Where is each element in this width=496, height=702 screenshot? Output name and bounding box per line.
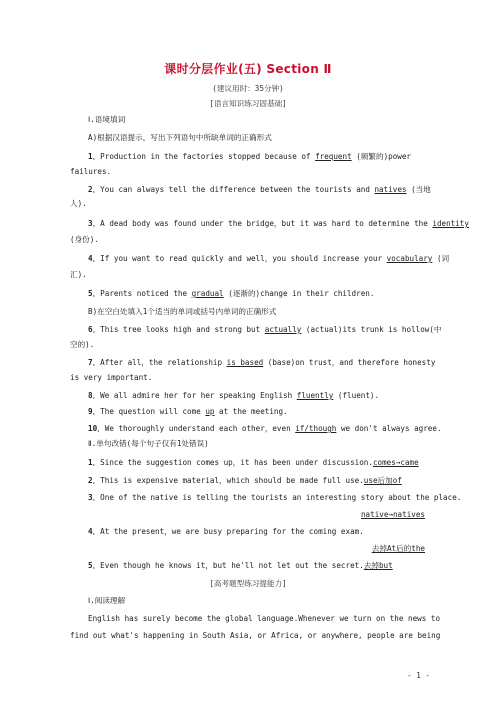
question-text: We thoroughly understand each other，even	[104, 424, 296, 433]
page-number: - 1 -	[407, 671, 430, 680]
question-text-after: (当地	[406, 185, 431, 194]
question-number: 8．	[88, 391, 101, 400]
question-text-after: (逐渐的)change in their children.	[223, 289, 375, 298]
correction-4-answer: 去掉At后的the	[371, 544, 425, 553]
question-10	[88, 424, 442, 434]
answer-text: fluently	[296, 391, 334, 400]
question-8	[88, 391, 379, 401]
answer-text: is based	[226, 358, 264, 367]
answer-text: actually	[264, 325, 302, 334]
question-text: Parents noticed the	[100, 289, 192, 298]
question-number: 6．	[88, 325, 101, 334]
correction-answer: use后加of	[363, 476, 402, 485]
correction-number: 4．	[88, 527, 101, 536]
correction-number: 5．	[88, 561, 101, 570]
question-text: If you want to read quickly and well，you should increase your	[100, 254, 387, 263]
answer-text: vocabulary	[386, 254, 433, 263]
question-number: 7．	[88, 358, 101, 367]
part3-heading: Ⅰ.阅读理解	[88, 596, 126, 605]
correction-number: 2．	[88, 476, 101, 485]
question-text: We all admire her for her speaking English	[100, 391, 297, 400]
correction-text: Since the suggestion comes up，it has been under discussion.	[100, 458, 373, 467]
question-3-continued: (身份).	[70, 235, 99, 244]
answer-text: up	[205, 407, 215, 416]
page-title: 课时分层作业(五) Section Ⅱ	[164, 62, 332, 76]
part2-heading: Ⅱ.单句改错(每个句子仅有1处错误)	[88, 439, 209, 448]
question-text-after: (频繁的)power	[351, 152, 411, 161]
question-text-after: (fluent).	[333, 391, 380, 400]
question-6	[88, 325, 442, 335]
question-text-after: (base)on trust，and therefore honesty	[263, 358, 436, 367]
correction-answer: comes→came	[372, 458, 419, 467]
question-1-continued: failures.	[70, 167, 112, 176]
question-2	[88, 185, 431, 195]
correction-text: Even though he knows it，but he'll not let out the secret.	[100, 561, 364, 570]
correction-answer: 去掉but	[363, 561, 393, 570]
correction-text: At the present，we are busy preparing for the coming exam.	[100, 527, 364, 536]
correction-number: 3．	[88, 493, 101, 502]
question-text: After all，the relationship	[100, 358, 227, 367]
time-note: (建议用时：35分钟)	[212, 84, 284, 93]
reading-line-2: find out what's happening in South Asia, or Africa, or anywhere, people are being	[70, 631, 441, 640]
question-5	[88, 289, 374, 299]
answer-text: frequent	[315, 152, 352, 161]
correction-3-answer: native→natives	[360, 510, 425, 519]
part1-b-instruction: B)在空白处填入1个适当的单词或括号内单词的正确形式	[88, 307, 277, 316]
correction-text: One of the native is telling the tourists an interesting story about the place.	[100, 493, 462, 502]
answer-text: gradual	[191, 289, 224, 298]
question-text: Production in the factories stopped because of	[100, 152, 316, 161]
question-text: The question will come	[100, 407, 206, 416]
question-1	[88, 152, 411, 162]
part1-a-instruction: A)根据汉语提示，写出下列语句中所缺单词的正确形式	[88, 133, 272, 142]
correction-3	[88, 493, 461, 503]
question-text: This tree looks high and strong but	[100, 325, 265, 334]
answer-text: natives	[374, 185, 407, 194]
question-text-after: we don't always agree.	[336, 424, 442, 433]
question-text-after: at the meeting.	[214, 407, 288, 416]
question-4	[88, 254, 449, 264]
section-header-1: [语言知识练习固基础]	[209, 99, 287, 108]
answer-text: if/though	[295, 424, 337, 433]
question-9	[88, 407, 288, 417]
question-3	[88, 219, 469, 229]
correction-5	[88, 561, 393, 571]
question-7-continued: is very important.	[70, 373, 153, 382]
part1-heading: Ⅰ.语境填词	[88, 115, 126, 124]
question-number: 5．	[88, 289, 101, 298]
question-number: 1．	[88, 152, 101, 161]
question-text: You can always tell the difference between the tourists and	[100, 185, 375, 194]
section-header-2: [高考题型练习提能力]	[209, 579, 287, 588]
question-number: 10．	[88, 424, 105, 433]
correction-2	[88, 476, 402, 486]
question-number: 2．	[88, 185, 101, 194]
question-text-after: (actual)its trunk is hollow(中	[301, 325, 442, 334]
question-7	[88, 358, 435, 368]
question-6-continued: 空的).	[70, 340, 95, 349]
correction-4	[88, 527, 364, 537]
question-text: A dead body was found under the bridge，but it was hard to determine the	[100, 219, 433, 228]
correction-1	[88, 458, 419, 468]
answer-text: identity	[432, 219, 469, 228]
reading-line-1: English has surely become the global language.Whenever we turn on the news to	[88, 614, 441, 623]
question-number: 4．	[88, 254, 101, 263]
question-number: 3．	[88, 219, 101, 228]
correction-number: 1．	[88, 458, 101, 467]
question-2-continued: 人).	[70, 199, 87, 208]
question-number: 9．	[88, 407, 101, 416]
question-text-after: (词	[432, 254, 450, 263]
correction-text: This is expensive material，which should be made full use.	[100, 476, 364, 485]
question-4-continued: 汇).	[70, 270, 87, 279]
